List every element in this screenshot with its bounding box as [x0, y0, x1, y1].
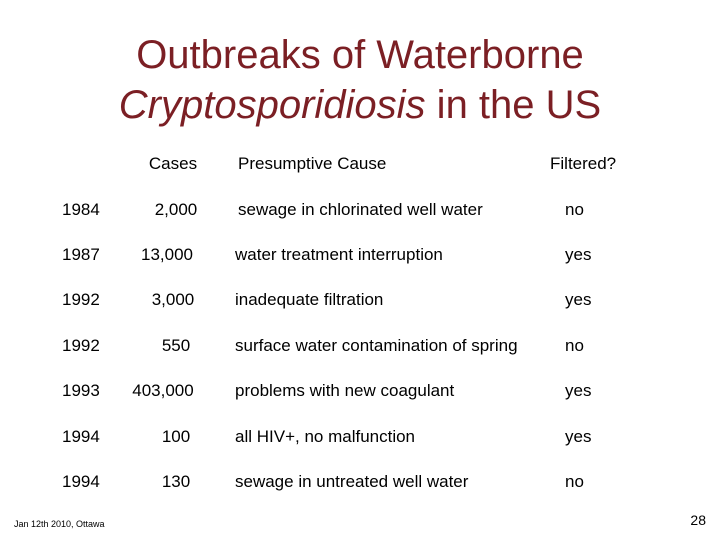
row-cause: water treatment interruption — [235, 245, 443, 264]
title-line-2 — [0, 80, 720, 130]
title-line-1: Outbreaks of Waterborne — [136, 33, 584, 77]
header-filtered: Filtered? — [550, 154, 617, 173]
row-year: 1992 — [62, 290, 100, 309]
row-cases: 550 — [161, 336, 191, 355]
row-filtered: no — [565, 200, 584, 219]
row-cause: inadequate filtration — [235, 290, 384, 309]
row-filtered: yes — [565, 290, 592, 309]
page-number: 28 — [690, 512, 706, 528]
row-cases: 13,000 — [141, 245, 193, 264]
footer-date-location: Jan 12th 2010, Ottawa — [14, 519, 105, 529]
row-filtered: yes — [565, 381, 592, 400]
row-year: 1993 — [62, 381, 100, 400]
row-year: 1984 — [62, 200, 100, 219]
header-cases: Cases — [148, 154, 198, 173]
row-year: 1992 — [62, 336, 100, 355]
title-line-2-rest: in the US — [425, 83, 602, 127]
row-filtered: yes — [565, 427, 592, 446]
header-cause: Presumptive Cause — [238, 154, 387, 173]
row-year: 1994 — [62, 472, 100, 491]
row-cases: 403,000 — [132, 381, 194, 400]
row-cause: all HIV+, no malfunction — [235, 427, 416, 446]
row-cause: surface water contamination of spring — [235, 336, 518, 355]
row-filtered: no — [565, 336, 584, 355]
row-year: 1987 — [62, 245, 100, 264]
row-filtered: no — [565, 472, 584, 491]
row-cause: sewage in untreated well water — [235, 472, 469, 491]
row-cases: 130 — [161, 472, 191, 491]
row-cause: sewage in chlorinated well water — [238, 200, 483, 219]
row-year: 1994 — [62, 427, 100, 446]
title-italic-term: Cryptosporidiosis — [118, 83, 426, 127]
row-cases: 3,000 — [151, 290, 195, 309]
row-filtered: yes — [565, 245, 592, 264]
row-cases: 2,000 — [154, 200, 198, 219]
row-cause: problems with new coagulant — [235, 381, 455, 400]
row-cases: 100 — [161, 427, 191, 446]
slide-title — [0, 30, 720, 130]
